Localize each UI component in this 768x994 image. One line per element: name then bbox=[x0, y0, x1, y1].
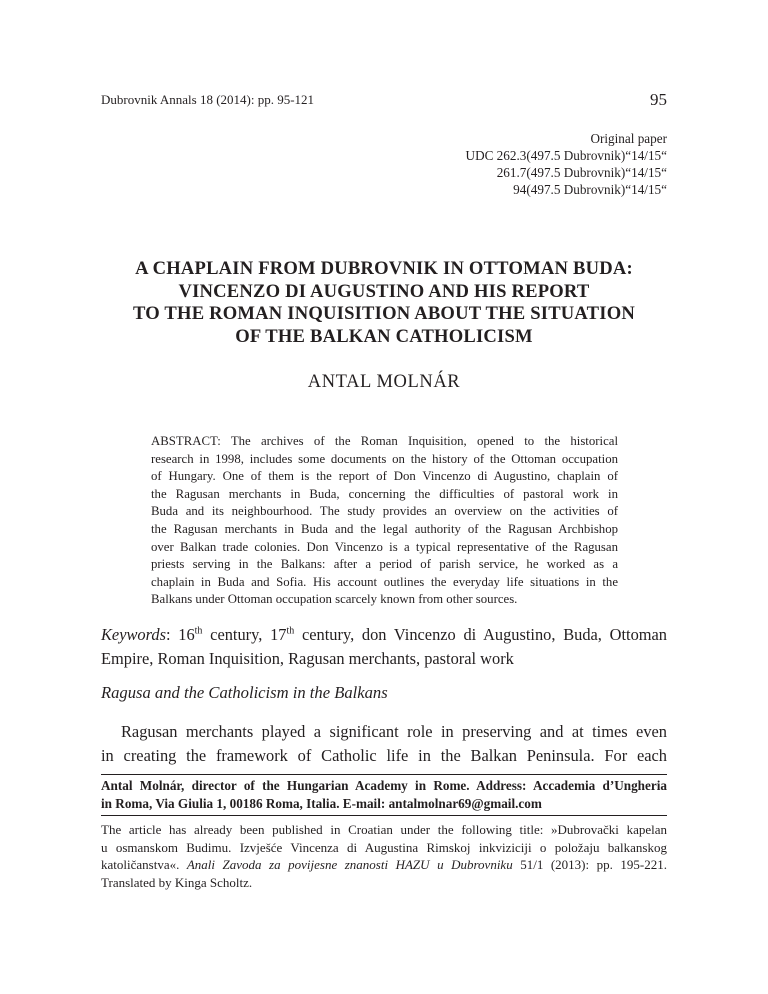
paper-type: Original paper bbox=[590, 131, 667, 146]
footnote-divider bbox=[101, 774, 667, 775]
body-paragraph bbox=[101, 720, 667, 768]
title-line: VINCENZO DI AUGUSTINO AND HIS REPORT bbox=[178, 280, 590, 302]
title-line: A CHAPLAIN FROM DUBROVNIK IN OTTOMAN BUDA: bbox=[135, 258, 633, 279]
page-number: 95 bbox=[650, 90, 667, 109]
affiliation-line: Antal Molnár, director of the Hungarian Academy in Rome. Address: Accademia d’Ungheria bbox=[101, 778, 667, 793]
ordinal-suffix: th bbox=[286, 625, 295, 637]
section-heading: Ragusa and the Catholicism in the Balkans bbox=[101, 683, 388, 702]
abstract-line: chaplain in Buda and Sofia. His account outlines the everyday life situations in the bbox=[151, 574, 618, 589]
keyword-century-16: 16 bbox=[178, 625, 195, 644]
journal-name: Anali Zavoda za povijesne znanosti HAZU u Dubrovniku bbox=[186, 857, 513, 873]
keywords-line: Empire, Roman Inquisition, Ragusan merchants, pastoral work bbox=[101, 649, 514, 668]
title-line: TO THE ROMAN INQUISITION ABOUT THE SITUATION bbox=[132, 303, 635, 324]
keywords-line: Keywords: 16th century, 17th century, don Vincenzo di Augustino, Buda, Ottoman bbox=[101, 625, 667, 644]
affiliation-line: in Roma, Via Giulia 1, 00186 Roma, Italia. E-mail: antalmolnar69@gmail.com bbox=[101, 795, 542, 811]
abstract-line: the Ragusan merchants in Buda, concerning the difficulties of pastoral work in bbox=[151, 486, 618, 501]
ordinal-suffix: th bbox=[194, 625, 203, 637]
keywords bbox=[101, 623, 667, 671]
abstract-line: research in 1998, includes some documents on the history of the Ottoman occupation bbox=[151, 451, 618, 466]
footnote-line: The article has already been published in Croatian under the following title: »Dubrovački kapelan bbox=[101, 822, 667, 837]
article-title bbox=[101, 258, 667, 348]
footnote-text: 51/1 (2013): pp. 195-221. bbox=[512, 857, 667, 873]
abstract-line: over Balkan trade colonies. Don Vincenzo is a typical representative of the Ragusan bbox=[151, 539, 618, 554]
abstract-line: priests serving in the Balkans: after a period of parish service, he worked as a bbox=[151, 557, 618, 572]
author-name: ANTAL MOLNÁR bbox=[307, 372, 461, 392]
journal-citation: Dubrovnik Annals 18 (2014): pp. 95-121 bbox=[101, 92, 315, 107]
footnote-line bbox=[101, 856, 667, 874]
udc-code: 94(497.5 Dubrovnik)“14/15“ bbox=[513, 182, 667, 197]
keywords-label: Keywords bbox=[101, 625, 166, 644]
keyword-text: century, bbox=[202, 625, 271, 644]
abstract-line: ABSTRACT: The archives of the Roman Inquisition, opened to the historical bbox=[151, 434, 618, 448]
title-line: OF THE BALKAN CATHOLICISM bbox=[235, 325, 533, 347]
abstract bbox=[151, 433, 618, 609]
udc-classification bbox=[466, 130, 667, 198]
running-head bbox=[101, 88, 667, 110]
abstract-line: Buda and its neighbourhood. The study provides an overview on the activities of bbox=[151, 504, 618, 519]
author-affiliation bbox=[101, 777, 667, 812]
udc-code: UDC 262.3(497.5 Dubrovnik)“14/15“ bbox=[465, 148, 667, 163]
footnote-line: u osmanskom Budimu. Izvješće Vincenza di Augustina Rimskoj inkviziciji o položaju balkanskog bbox=[101, 839, 667, 855]
abstract-line: of Hungary. One of them is the report of Don Vincenzo di Augustino, chaplain of bbox=[151, 469, 618, 484]
footnote-line: Translated by Kinga Scholtz. bbox=[101, 874, 253, 890]
udc-code: 261.7(497.5 Dubrovnik)“14/15“ bbox=[496, 165, 667, 180]
translation-note bbox=[101, 821, 667, 891]
body-line: Ragusan merchants played a significant role in preserving and at times even bbox=[121, 722, 667, 741]
abstract-line: the Ragusan merchants in Buda and the legal authority of the Ragusan Archbishop bbox=[151, 521, 618, 536]
body-line: in creating the framework of Catholic life in the Balkan Peninsula. For each bbox=[101, 746, 667, 765]
footnote-text: katoličanstva«. bbox=[101, 857, 187, 873]
footnote-divider bbox=[101, 815, 667, 816]
keyword-text: century, don Vincenzo di Augustino, Buda, Ottoman bbox=[294, 625, 667, 644]
keyword-century-17: 17 bbox=[270, 625, 287, 644]
abstract-line: Balkans under Ottoman occupation scarcely known from other sources. bbox=[151, 592, 518, 607]
